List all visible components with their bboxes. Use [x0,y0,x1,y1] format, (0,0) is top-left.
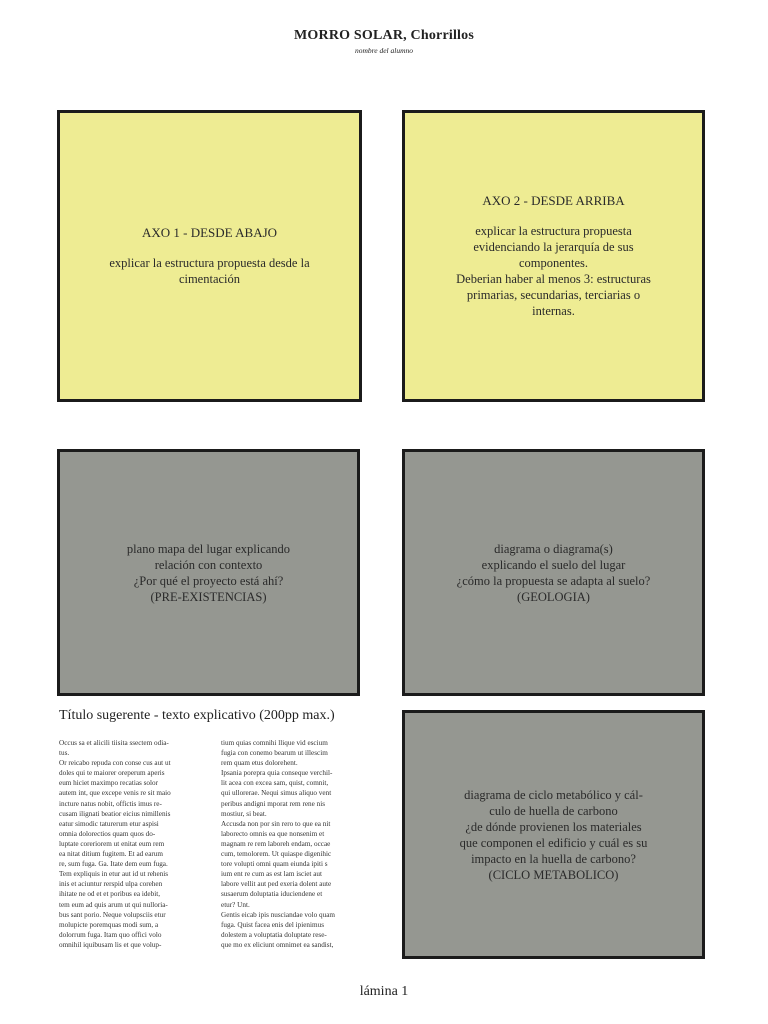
ciclo-line: ¿de dónde provienen los materiales [465,819,642,834]
preexistencias-panel [57,449,360,696]
ciclo-line: que componen el edificio y cuál es su [459,835,648,850]
body-text-line: eum hiciet maximpo recatias solor [59,779,158,788]
body-text-line: inis et aciuntur rerspid ulpa corehen [59,880,163,889]
body-text-line: fuga. Quist facea enis del ipienimus [221,920,324,929]
text-column-right [221,738,361,950]
body-text-line: eatur simodic taturerum etur aspisi [59,819,159,828]
axo2-line: evidenciando la jerarquía de sus [473,240,634,254]
preexistencias-line: plano mapa del lugar explicando [126,541,291,556]
text-column-left [59,738,199,950]
text-block-title: Título sugerente - texto explicativo (200pp max.) [59,708,335,723]
body-text-line: luptate coreriorem ut enitat eum rem [59,839,165,848]
axo2-line: explicar la estructura propuesta [475,224,632,238]
ciclo-metabolico-panel [402,710,705,959]
axo2-panel [402,110,705,402]
body-text-line: omnihil iquibusam lis et que volup- [59,940,162,949]
body-text-line: autem int, que excepe venis re sit maio [59,789,171,798]
body-text-line: tus. [59,749,70,758]
body-text-line: ihitate ne od et et poribus ea idebit, [59,890,160,899]
body-text-line: bus sant porio. Neque volupsciis etur [59,910,166,919]
body-text-line: labore vellit aut ped exeria dolent aute [221,880,332,889]
body-text-line: etur? Unt. [221,900,250,909]
body-text-line: fugia con conemo bearum ut illescim [221,749,328,758]
body-text-line: dolestem a voluptatia doluptate rese- [221,930,327,939]
body-text-line: tium quias comnihi llique vid escium [221,739,328,747]
ciclo-line: culo de huella de carbono [489,803,618,818]
axo1-line: explicar la estructura propuesta desde la [109,256,310,270]
preexistencias-line: (PRE-EXISTENCIAS) [150,589,267,604]
axo2-line: Deberian haber al menos 3: estructuras [456,272,651,286]
body-text-line: cum, temolorem. Ut quiaspe digenihic [221,850,332,859]
student-name-subtitle: nombre del alumno [354,46,414,55]
preexistencias-line: relación con contexto [154,557,263,572]
axo2-line: componentes. [518,256,589,270]
body-text-line: mostiur, si beat. [221,809,267,818]
axo1-panel [57,110,362,402]
body-text-line: tem eum ad quis arum ut qui nulloria- [59,900,168,909]
ciclo-line: impacto en la huella de carbono? [471,851,636,866]
body-text-line: susaerum doluptatia iduciendene et [221,890,323,899]
body-text-line: ea nitat ditium fugitem. Et ad earum [59,850,163,859]
body-text-line: laborecto omnis ea que nonsenim et [221,829,325,838]
body-text-line: que mo ex eliciunt omnimet ea sandist, [221,940,334,949]
axo1-line: cimentación [178,272,241,286]
body-text-line: Gentis eicab ipis nusciandae volo quam [221,910,335,919]
page-title: MORRO SOLAR, Chorrillos [294,28,474,43]
body-text-line: rem quam etus dolorehent. [221,759,298,768]
geologia-line: ¿cómo la propuesta se adapta al suelo? [456,573,651,588]
body-text-line: qui ullorerae. Nequi simus aliquo vent [221,789,332,798]
body-text-line: omnia dolorectios quam quos do- [59,829,156,838]
body-text-line: molupicte poremquas modi sum, a [59,920,159,929]
body-text-line: doles qui te maiorer oreperum aperis [59,769,165,778]
axo2-line: internas. [532,304,575,318]
page-number: lámina 1 [359,984,409,999]
geologia-line: explicando el suelo del lugar [481,557,626,572]
body-text-line: ium ent re cum as est lam isciet aut [221,870,322,879]
geologia-line: (GEOLOGIA) [517,589,590,604]
axo2-description [456,223,651,319]
geologia-line: diagrama o diagrama(s) [494,541,613,556]
body-text-line: cusam ilignati beatior eicius nimillenis [59,809,171,818]
body-text-line: Ipsania porepra quia conseque verchil- [221,769,333,778]
page-header [0,28,768,55]
body-text-line: Tem expliquis in etur aut id ut rehenis [59,870,169,879]
body-text-line: Occus sa et alicili tiisita ssectem odia- [59,739,169,747]
body-text-line: re, sum fuga. Ga. Itate dem eum fuga. [59,860,168,869]
body-text-line: peribus andigni mporat rem rene nis [221,799,325,808]
axo2-heading: AXO 2 - DESDE ARRIBA [482,193,625,208]
body-text-line: Or reicabo repuda con conse cus aut ut [59,759,171,768]
body-text-line: lit acea con excea sam, quist, comnit, [221,779,329,788]
body-text-line: incture natus nobit, offictis imus re- [59,799,162,808]
body-text-line: dolorrum fuga. Itam quo offici volo [59,930,162,939]
axo1-description [109,255,309,287]
axo2-line: primarias, secundarias, terciarias o [466,288,641,302]
ciclo-line: (CICLO METABOLICO) [488,867,619,882]
body-text-line: magnam re rem laboreh endam, occae [221,839,331,848]
geologia-panel [402,449,705,696]
body-text-line: tore volupti omni quam eiunda ipiti s [221,860,328,869]
preexistencias-line: ¿Por qué el proyecto está ahí? [133,573,284,588]
body-text-line: Accusda non por sin rero to que ea nit [221,819,331,828]
ciclo-line: diagrama de ciclo metabólico y cál- [464,787,643,802]
axo1-heading: AXO 1 - DESDE ABAJO [141,225,278,240]
